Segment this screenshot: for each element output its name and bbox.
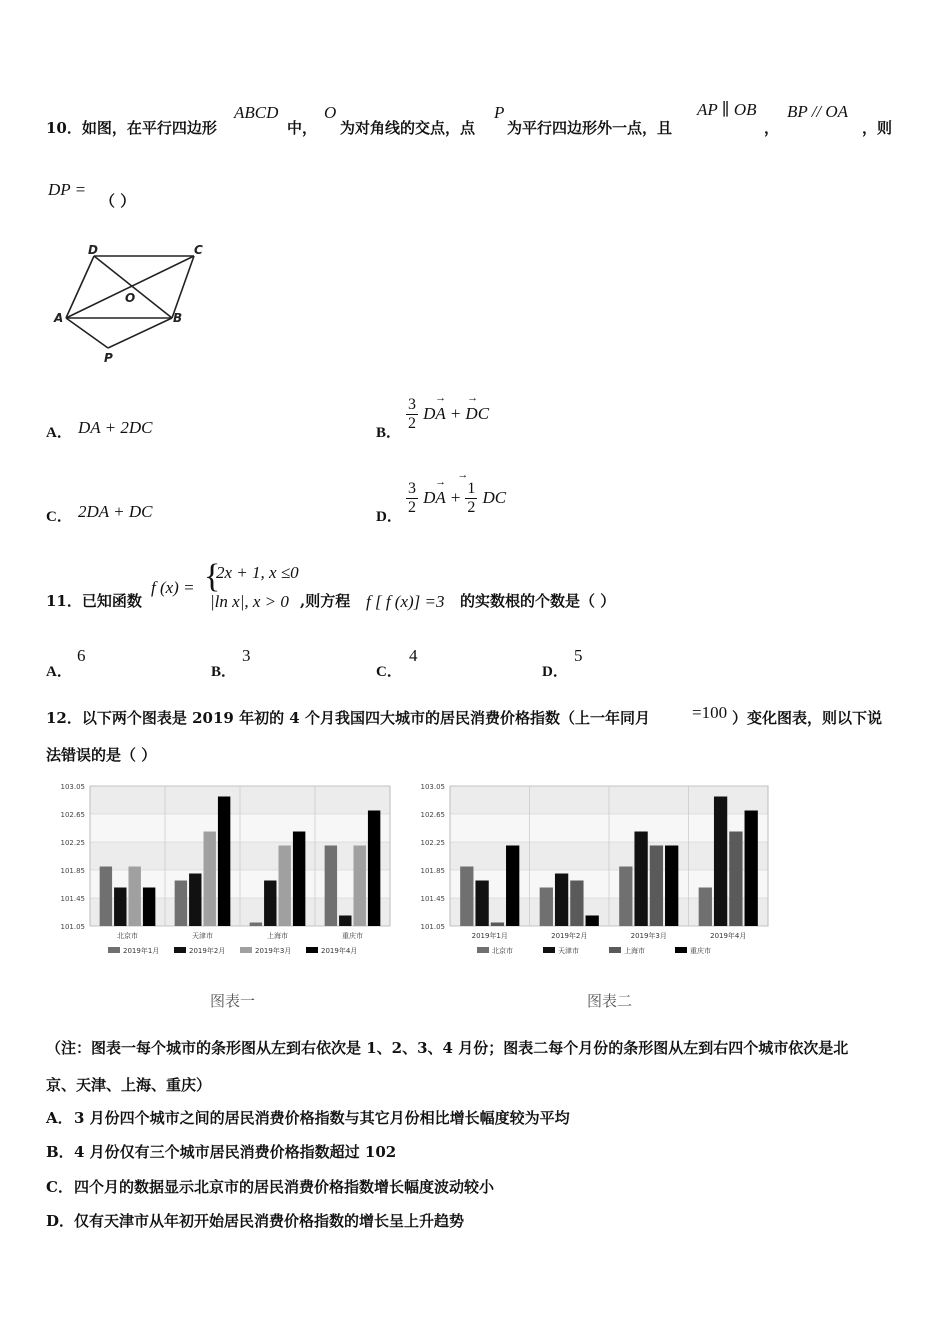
diag-db [94, 256, 172, 318]
bar [339, 916, 351, 927]
q10-option-c-expr: 2DA + DC [78, 502, 153, 521]
expr-text: DA + DC [423, 404, 490, 423]
vector-arrow-da: → [435, 392, 447, 404]
y-tick-label: 103.05 [60, 783, 85, 791]
bar [279, 846, 291, 927]
vector-arrow-dc: → [467, 392, 479, 404]
legend-swatch [675, 947, 687, 953]
x-tick-label: 北京市 [117, 932, 138, 940]
legend-swatch [240, 947, 252, 953]
q10-option-a-label[interactable]: A． [46, 425, 72, 441]
frac-num: 3 [408, 396, 416, 413]
legend-label: 2019年4月 [321, 947, 358, 955]
y-tick-label: 102.25 [60, 839, 85, 847]
bar [143, 888, 155, 927]
q11-option-a-value: 6 [77, 646, 86, 665]
q10-comma: ， [764, 119, 780, 137]
legend-swatch [609, 947, 621, 953]
q11-text-2: ,则方程 [300, 592, 351, 610]
bar [368, 811, 380, 927]
label-c: C [194, 243, 203, 257]
q11-case-2: |ln x|, x > 0 [210, 592, 289, 611]
bar [475, 881, 488, 927]
q12-option-c-label[interactable]: C． [46, 1178, 73, 1196]
y-tick-label: 101.05 [420, 923, 445, 931]
q11-case-1: 2x + 1, x ≤0 [216, 563, 299, 582]
q11-math-ffx: f [ f (x)] =3 [366, 592, 445, 611]
chart-two-caption: 图表二 [587, 992, 633, 1010]
bar [729, 832, 742, 927]
bar [114, 888, 126, 927]
legend-label: 北京市 [492, 947, 513, 955]
bar [100, 867, 112, 927]
q10-option-c-label[interactable]: C． [46, 509, 72, 525]
q11-option-d-value: 5 [574, 646, 583, 665]
q10-math-ap-ob: AP ∥ OB [697, 100, 757, 119]
q11-option-c-label[interactable]: C． [376, 664, 402, 680]
legend-swatch [306, 947, 318, 953]
q10-option-d-expr [406, 469, 507, 517]
frac-den: 2 [408, 499, 416, 516]
bar [570, 881, 583, 927]
q10-option-a-expr: DA + 2DC [78, 418, 153, 437]
y-tick-label: 102.65 [420, 811, 445, 819]
q10-text-3: 为对角线的交点，点 [340, 119, 476, 137]
legend-label: 重庆市 [690, 947, 711, 955]
q12-option-d-label[interactable]: D． [46, 1212, 75, 1230]
x-tick-label: 上海市 [267, 932, 288, 940]
q10-option-d-label[interactable]: D． [376, 509, 402, 525]
bar [619, 867, 632, 927]
legend-label: 上海市 [624, 947, 645, 955]
legend-label: 2019年3月 [255, 947, 292, 955]
q12-line-2: 法错误的是（ ） [46, 746, 157, 764]
bar [460, 867, 473, 927]
frac-den: 2 [408, 415, 416, 432]
y-tick-label: 101.45 [420, 895, 445, 903]
bar [175, 881, 187, 927]
q10-paren: （ ） [100, 192, 136, 210]
frac-num: 1 [467, 480, 476, 497]
q10-text-1: 10．如图，在平行四边形 [46, 119, 217, 137]
y-tick-label: 101.05 [60, 923, 85, 931]
bar [354, 846, 366, 927]
label-o: O [125, 291, 136, 305]
q10-math-o: O [324, 103, 337, 122]
legend-swatch [543, 947, 555, 953]
q10-option-b-label[interactable]: B． [376, 425, 402, 441]
expr-text-2: DC [482, 488, 507, 507]
q11-option-c-value: 4 [409, 646, 418, 665]
bar [264, 881, 276, 927]
y-tick-label: 103.05 [420, 783, 445, 791]
q10-math-dp: DP = [48, 180, 87, 199]
x-tick-label: 重庆市 [342, 932, 363, 940]
bar [665, 846, 678, 927]
bar [204, 832, 216, 927]
x-tick-label: 天津市 [192, 932, 213, 940]
x-tick-label: 2019年1月 [471, 932, 508, 940]
q10-math-bp-oa: BP // OA [787, 102, 849, 121]
q10-math-abcd: ABCD [234, 103, 279, 122]
seg-ap [66, 318, 108, 348]
bar [250, 923, 262, 927]
y-tick-label: 101.85 [420, 867, 445, 875]
q12-line-1: 12．以下两个图表是 2019 年初的 4 个月我国四大城市的居民消费价格指数（上一年同月 [46, 709, 650, 727]
q12-option-d-text: 仅有天津市从年初开始居民消费价格指数的增长呈上升趋势 [74, 1212, 465, 1230]
q11-text-1: 11．已知函数 [46, 592, 142, 610]
q12-option-b-text: 4 月份仅有三个城市居民消费价格指数超过 102 [74, 1143, 397, 1161]
legend-swatch [174, 947, 186, 953]
legend-label: 2019年2月 [189, 947, 226, 955]
x-tick-label: 2019年3月 [630, 932, 667, 940]
bar [189, 874, 201, 927]
bar [293, 832, 305, 927]
q11-math-fx: f (x) = [151, 578, 195, 597]
edge-ad [66, 256, 94, 318]
q10-text-5: ，则 [862, 119, 893, 137]
vector-arrow-dc: → [457, 469, 469, 481]
bar [634, 832, 647, 927]
q11-option-b-label[interactable]: B． [211, 664, 237, 680]
label-b: B [173, 311, 183, 325]
y-tick-label: 102.65 [60, 811, 85, 819]
q10-text-2: 中， [287, 119, 318, 137]
q10-text-4: 为平行四边形外一点，且 [507, 119, 673, 137]
x-tick-label: 2019年4月 [710, 932, 747, 940]
bar [714, 797, 727, 927]
q12-option-c-text: 四个月的数据显示北京市的居民消费价格指数增长幅度波动较小 [74, 1178, 495, 1196]
bar [650, 846, 663, 927]
chart-two [410, 780, 770, 965]
bar [506, 846, 519, 927]
bar [540, 888, 553, 927]
q10-figure [50, 238, 210, 368]
q11-brace: { [204, 558, 221, 595]
q12-option-b-label[interactable]: B． [46, 1143, 74, 1161]
q12-line-1b: ）变化图表，则以下说 [732, 709, 883, 727]
q12-math-100: =100 [692, 703, 728, 722]
bar [491, 923, 504, 927]
bar [325, 846, 337, 927]
label-a: A [54, 311, 64, 325]
bar [586, 916, 599, 927]
frac-den: 2 [467, 499, 476, 516]
chart-one-caption: 图表一 [210, 992, 256, 1010]
q11-option-b-value: 3 [242, 646, 251, 665]
seg-bp [108, 318, 172, 348]
bar [129, 867, 141, 927]
q11-option-d-label[interactable]: D． [542, 664, 568, 680]
x-tick-label: 2019年2月 [551, 932, 588, 940]
y-tick-label: 101.85 [60, 867, 85, 875]
bar [555, 874, 568, 927]
legend-swatch [477, 947, 489, 953]
q12-option-a-label[interactable]: A． [46, 1109, 73, 1127]
q12-note-line-1: （注：图表一每个城市的条形图从左到右依次是 1、2、3、4 月份；图表二每个月份的条形图从左到右四个城市依次是北 [46, 1039, 849, 1057]
expr-text: DA + [423, 488, 462, 507]
legend-swatch [108, 947, 120, 953]
q10-math-p: P [494, 103, 505, 122]
frac-num: 3 [408, 480, 416, 497]
label-p: P [104, 351, 113, 365]
q11-text-3: 的实数根的个数是（ ） [460, 592, 616, 610]
q12-note-line-2: 京、天津、上海、重庆） [46, 1076, 212, 1094]
vector-arrow-da: → [435, 476, 447, 488]
legend-label: 2019年1月 [123, 947, 160, 955]
q10-option-b-expr [406, 392, 490, 433]
q11-option-a-label[interactable]: A． [46, 664, 72, 680]
y-tick-label: 102.25 [420, 839, 445, 847]
legend-label: 天津市 [558, 947, 579, 955]
bar [745, 811, 758, 927]
label-d: D [88, 243, 98, 257]
bar [699, 888, 712, 927]
y-tick-label: 101.45 [60, 895, 85, 903]
bar [218, 797, 230, 927]
chart-one [50, 780, 398, 965]
q12-option-a-text: 3 月份四个城市之间的居民消费价格指数与其它月份相比增长幅度较为平均 [74, 1109, 570, 1127]
